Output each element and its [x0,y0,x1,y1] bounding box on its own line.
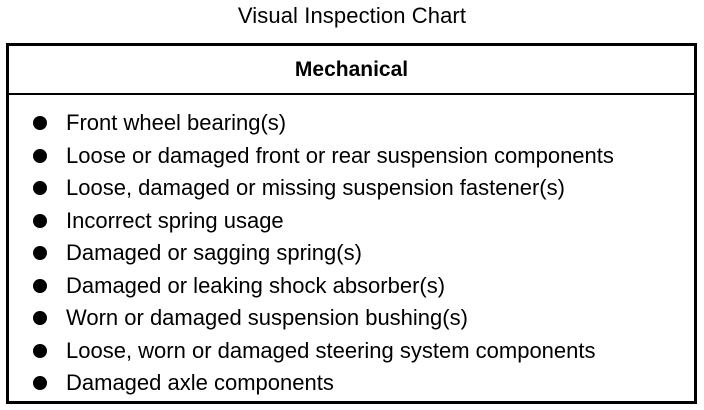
list-item [9,302,694,335]
inspection-table [6,43,697,404]
list-item [9,107,694,140]
bullet-icon [33,376,47,390]
chart-title: Visual Inspection Chart [237,3,467,28]
bullet-icon [33,311,47,325]
item-label: Damaged or sagging spring(s) [66,240,362,265]
item-label: Worn or damaged suspension bushing(s) [66,305,468,330]
bullet-icon [33,279,47,293]
section-header-mechanical: Mechanical [9,46,694,95]
list-item [9,270,694,303]
item-label: Damaged axle components [66,370,334,395]
list-item [9,237,694,270]
list-item [9,367,694,400]
bullet-icon [33,181,47,195]
bullet-icon [33,116,47,130]
item-label: Loose or damaged front or rear suspension components [66,142,614,168]
item-label: Front wheel bearing(s) [66,110,287,135]
bullet-icon [33,246,47,260]
item-label: Loose, worn or damaged steering system components [66,337,596,363]
bullet-icon [33,149,47,163]
list-item [9,205,694,238]
list-item [9,140,694,173]
inspection-item-list [9,95,694,400]
item-label: Incorrect spring usage [66,207,284,233]
item-label: Loose, damaged or missing suspension fastener(s) [66,175,565,200]
list-item [9,172,694,205]
bullet-icon [33,214,47,228]
item-label: Damaged or leaking shock absorber(s) [66,272,446,298]
list-item [9,335,694,368]
bullet-icon [33,344,47,358]
